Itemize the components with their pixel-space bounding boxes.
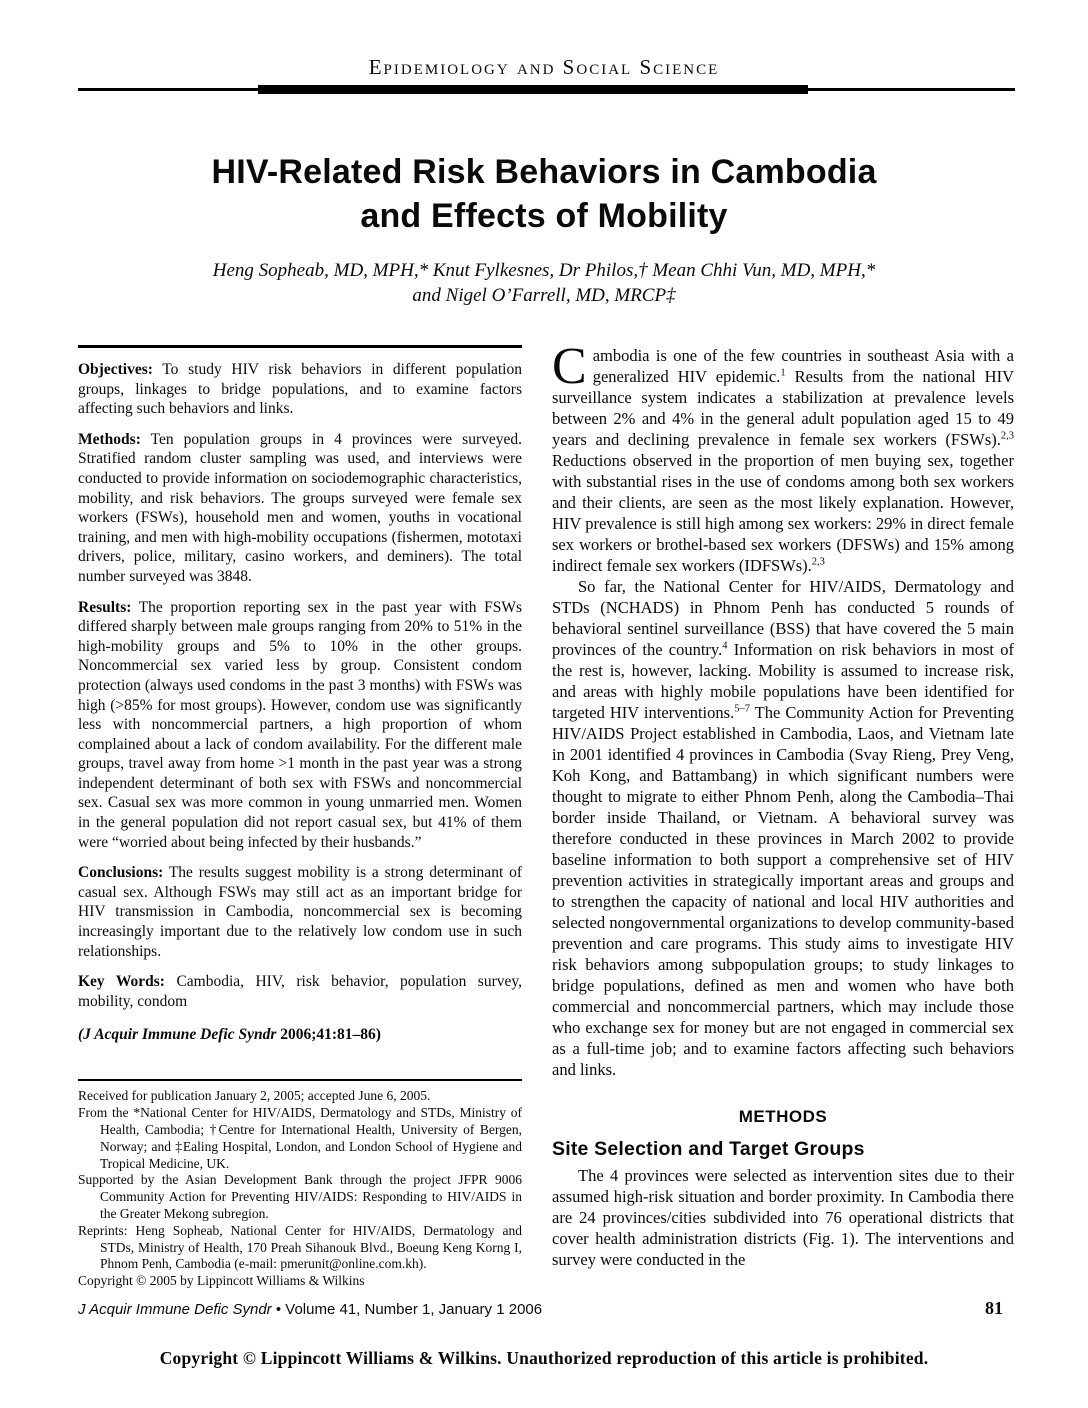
abstract-methods-text: Ten population groups in 4 provinces were surveyed. Stratified random cluster sampling was used, and interviews were conducted to provide information on sociodemographic characteristics, mobility, and risk behaviors. The groups surveyed were female sex workers (FSWs), household men and women, youths in vocational training, and men with high-mobility occupations (fishermen, mototaxi drivers, police, military, casino workers, and deminers). The total number surveyed was 3848. — [78, 430, 522, 585]
abstract-keywords-text: Cambodia, HIV, risk behavior, population survey, mobility, condom — [78, 973, 523, 1010]
abstract-column — [78, 345, 522, 1290]
reference-superscript-4: 4 — [722, 640, 728, 652]
intro-p1-text3: Reductions observed in the proportion of men buying sex, together with substantial rises in the use of condoms among both sex workers and their clients, are seen as the most likely explanation. However, HIV prevalence is still high among sex workers: 29% in direct female sex workers or brothel-based sex workers (DFSWs) and 15% among indirect female sex workers (IDFSWs). — [552, 451, 1014, 575]
intro-paragraph-2 — [552, 576, 1014, 1080]
page-footer — [78, 1298, 1015, 1319]
page-number: 81 — [985, 1298, 1003, 1318]
abstract-top-rule — [78, 345, 522, 348]
article-title-line1: HIV-Related Risk Behaviors in Cambodia — [211, 153, 877, 191]
journal-citation — [78, 1026, 522, 1044]
abstract-results — [78, 598, 522, 853]
intro-p1-text2: Results from the national HIV surveillance system indicates a stabilization at prevalence levels between 2% and 4% in the general adult population aged 15 to 49 years and declining prevalence in female sex workers (FSWs). — [552, 367, 1014, 449]
body-column — [552, 338, 1015, 1290]
reference-superscript-5-7: 5–7 — [734, 703, 750, 715]
reference-superscript-1: 1 — [780, 367, 786, 379]
abstract-objectives-label: Objectives: — [78, 361, 153, 378]
journal-citation-title: (J Acquir Immune Defic Syndr — [78, 1026, 277, 1044]
footnote-block — [78, 1079, 522, 1290]
intro-p2-text1: So far, the National Center for HIV/AIDS, Dermatology and STDs (NCHADS) in Phnom Penh has conducted 5 rounds of behavioral sentinel surveillance (BSS) that have covered the 5 main provinces of the country. — [552, 577, 1014, 659]
journal-citation-volume: 2006;41:81–86) — [276, 1026, 381, 1044]
intro-paragraph-1 — [552, 338, 1014, 576]
abstract-conclusions-label: Conclusions: — [78, 864, 164, 882]
authors-line1: Heng Sopheab, MD, MPH,* Knut Fylkesnes, Dr Philos,† Mean Chhi Vun, MD, MPH,* — [212, 260, 876, 281]
abstract-objectives — [78, 360, 522, 419]
footnote-reprints: Reprints: Heng Sopheab, National Center for HIV/AIDS, Dermatology and STDs, Ministry of Health, 170 Preah Sihanouk Blvd., Boeung Keng Korng I, Phnom Penh, Cambodia (e-mail: pmerunit@online.com.kh). — [78, 1222, 522, 1272]
abstract-keywords-label: Key Words: — [78, 973, 165, 991]
authors-line2: and Nigel O’Farrell, MD, MRCP‡ — [412, 285, 676, 306]
abstract-keywords — [78, 972, 522, 1011]
footnote-affiliations: From the *National Center for HIV/AIDS, Dermatology and STDs, Ministry of Health, Cambodia; †Centre for International Health, University of Bergen, Norway; and ‡Ealing Hospital, London, and London School of Hygiene and Tropical Medicine, UK. — [78, 1105, 522, 1171]
copyright-notice: Copyright © Lippincott Williams & Wilkins. Unauthorized reproduction of this article is prohibited. — [159, 1348, 929, 1368]
article-title — [0, 150, 1088, 238]
methods-section-heading: METHODS — [738, 1107, 828, 1126]
footnote-received: Received for publication January 2, 2005; accepted June 6, 2005. — [78, 1088, 431, 1104]
intro-p2-text2: Information on risk behaviors in most of the rest is, however, lacking. Mobility is assumed to increase risk, and areas with highly mobile populations have been identified for targeted HIV interventions. — [552, 640, 1014, 722]
author-byline — [0, 258, 1088, 308]
intro-p1-text1: ambodia is one of the few countries in southeast Asia with a generalized HIV epidemic. — [592, 346, 1014, 386]
abstract-conclusions-text: The results suggest mobility is a strong determinant of casual sex. Although FSWs may still act as an important bridge for HIV transmission in Cambodia, noncommercial sex is becoming increasingly important due to the relatively low condom use in such relationships. — [78, 864, 522, 960]
reference-superscript-3: 2,3 — [811, 556, 825, 568]
site-selection-paragraph: The 4 provinces were selected as intervention sites due to their assumed high-risk situation and border proximity. In Cambodia there are 24 provinces/cities subdivided into 76 operational districts that cover health administration districts (Fig. 1). The interventions and survey were conducted in the — [552, 1166, 1014, 1269]
footnote-copyright: Copyright © 2005 by Lippincott Williams & Wilkins — [78, 1273, 365, 1289]
reference-superscript-2: 2,3 — [1000, 430, 1014, 442]
footer-journal-info — [78, 1301, 542, 1318]
footer-issue-info: • Volume 41, Number 1, January 1 2006 — [271, 1301, 543, 1318]
article-title-line2: and Effects of Mobility — [360, 197, 728, 235]
abstract-conclusions — [78, 863, 522, 961]
footer-journal-title: J Acquir Immune Defic Syndr — [78, 1301, 272, 1318]
drop-cap: C — [552, 338, 587, 395]
footnote-support: Supported by the Asian Development Bank through the project JFPR 9006 Community Action for Preventing HIV/AIDS: Responding to HIV/AIDS in the Greater Mekong subregion. — [78, 1172, 522, 1222]
header-rule-thick-segment — [258, 85, 808, 94]
abstract-methods — [78, 430, 522, 587]
running-head: Epidemiology and Social Science — [368, 55, 720, 79]
intro-p2-text3: The Community Action for Preventing HIV/AIDS Project established in Cambodia, Laos, and Vietnam late in 2001 identified 4 provinces in Cambodia (Svay Rieng, Prey Veng, Koh Kong, and Battambang) in which significant numbers were thought to migrate to either Phnom Penh, along the Cambodia–Thai border inside Thailand, or Vietnam. A behavioral survey was therefore conducted in these provinces in March 2002 to provide baseline information to both support a comprehensive set of HIV prevention activities in strategically important areas and groups and to strengthen the capacity of national and local HIV authorities and selected nongovernmental organizations to develop community-based prevention and care programs. This study aims to investigate HIV risk behaviors among subpopulation groups; to study linkages to bridge populations, defined as men and women who have both commercial and noncommercial partners, which may include those who exchange sex for money but are not engaged in commercial sex as a full-time job; and to examine factors affecting such behaviors and links. — [552, 703, 1015, 1079]
footnote-rule — [78, 1079, 522, 1081]
header-rule — [78, 88, 1015, 91]
abstract-objectives-text: To study HIV risk behaviors in different population groups, linkages to bridge populations, and to examine factors affecting such behaviors and links. — [78, 361, 522, 418]
abstract-methods-label: Methods: — [78, 430, 141, 448]
two-column-body — [78, 338, 1015, 1290]
site-selection-subheading: Site Selection and Target Groups — [552, 1138, 865, 1160]
abstract-results-text: The proportion reporting sex in the past year with FSWs differed sharply between male groups ranging from 20% to 51% in the high-mobility groups and 5% to 10% in the other groups. Noncommercial sex varied less by group. Consistent condom protection (always used condoms in the past 3 months) with FSWs was high (>85% for most groups). However, condom use was significantly less with noncommercial partners, a high proportion of whom complained about a lack of condom availability. For the different male groups, travel away from home >1 month in the past year was a strong independent determinant of both sex with FSWs and noncommercial sex. Casual sex was more common in young unmarried men. Women in the general population did not report casual sex, but 41% of them were “worried about being infected by their husbands.” — [78, 598, 522, 851]
abstract-results-label: Results: — [78, 598, 132, 616]
